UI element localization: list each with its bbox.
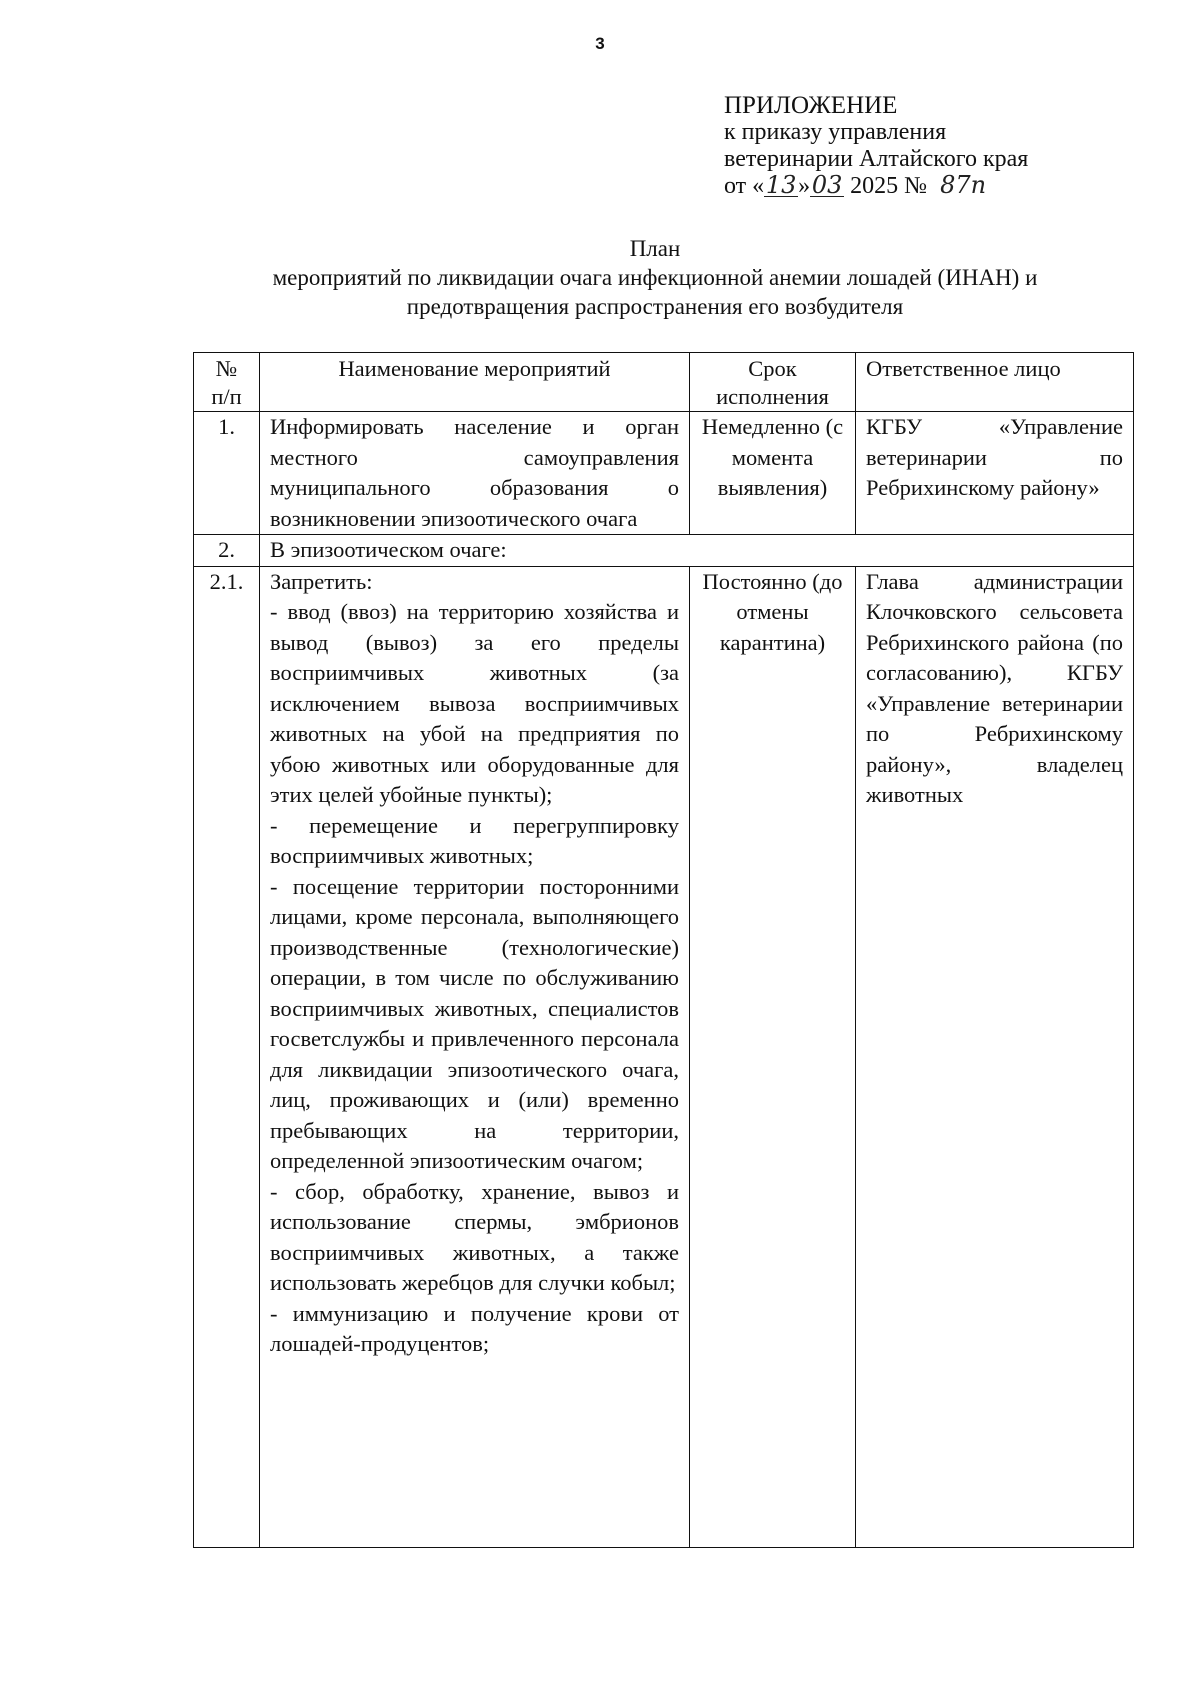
appendix-block [724,92,1028,200]
appendix-line-2: ветеринарии Алтайского края [724,146,1029,172]
appendix-date-line [724,173,1028,200]
row-responsible: Глава администрации Клочковского сельсовета Ребрихинского района (по согласованию), КГБУ «Управление ветеринарии по Ребрихинскому району», владелец животных [856,566,1134,1547]
plan-title [190,234,1120,321]
header-deadline: Срок исполнения [690,353,856,412]
action-item: - перемещение и перегруппировку восприимчивых животных; [270,812,679,868]
handwritten-order-number: 87п [940,171,987,199]
table-row [194,535,1134,567]
row-name: Информировать население и орган местного самоуправления муниципального образования о возникновении эпизоотического очага [260,412,690,535]
row-responsible: КГБУ «Управление ветеринарии по Ребрихинскому району» [856,412,1134,535]
table-row [194,566,1134,1547]
date-prefix: от « [724,173,765,199]
action-item: - ввод (ввоз) на территорию хозяйства и вывод (вывоз) за его пределы восприимчивых животных (за исключением вывоза восприимчивых животных на убой на предприятия по убою животных или оборудованные для этих целей убойные пункты); [270,599,679,807]
appendix-line-1: к приказу управления [724,119,947,145]
appendix-heading: ПРИЛОЖЕНИЕ [724,92,898,119]
handwritten-month: 03 [811,171,843,199]
table-row [194,412,1134,535]
header-responsible: Ответственное лицо [856,353,1134,412]
action-item: - посещение территории посторонними лицами, кроме персонала, выполняющего производственные (технологические) операции, в том числе по обслуживанию восприимчивых животных, специалистов госветслужбы и привлеченного персонала для ликвидации эпизоотического очага, лиц, проживающих и (или) временно пребывающих на территории, определенной эпизоотическим очагом; [270,873,679,1173]
date-mid: » [798,173,811,199]
handwritten-day: 13 [765,171,797,199]
row-deadline: Постоянно (до отмены карантина) [690,566,856,1547]
row-num: 1. [194,412,260,535]
plan-title-line-1: План [629,236,681,261]
row-section-title: В эпизоотическом очаге: [260,535,1134,567]
header-name: Наименование мероприятий [260,353,690,412]
plan-title-line-3: предотвращения распространения его возбудителя [406,294,904,319]
plan-table [193,352,1134,1548]
action-item: - иммунизацию и получение крови от лошадей-продуцентов; [270,1300,679,1356]
row-num: 2. [194,535,260,567]
page-number: 3 [595,34,605,53]
action-item: - сбор, обработку, хранение, вывоз и использование спермы, эмбрионов восприимчивых животных, а также использовать жеребцов для случки кобыл; [270,1178,679,1295]
row-num: 2.1. [194,566,260,1547]
table-header-row [194,353,1134,412]
date-year: 2025 № [844,173,928,199]
header-num: № п/п [194,353,260,412]
action-item: Запретить: [270,568,373,594]
row-name [260,566,690,1547]
row-deadline: Немедленно (с момента выявления) [690,412,856,535]
plan-title-line-2: мероприятий по ликвидации очага инфекционной анемии лошадей (ИНАН) и [272,265,1038,290]
